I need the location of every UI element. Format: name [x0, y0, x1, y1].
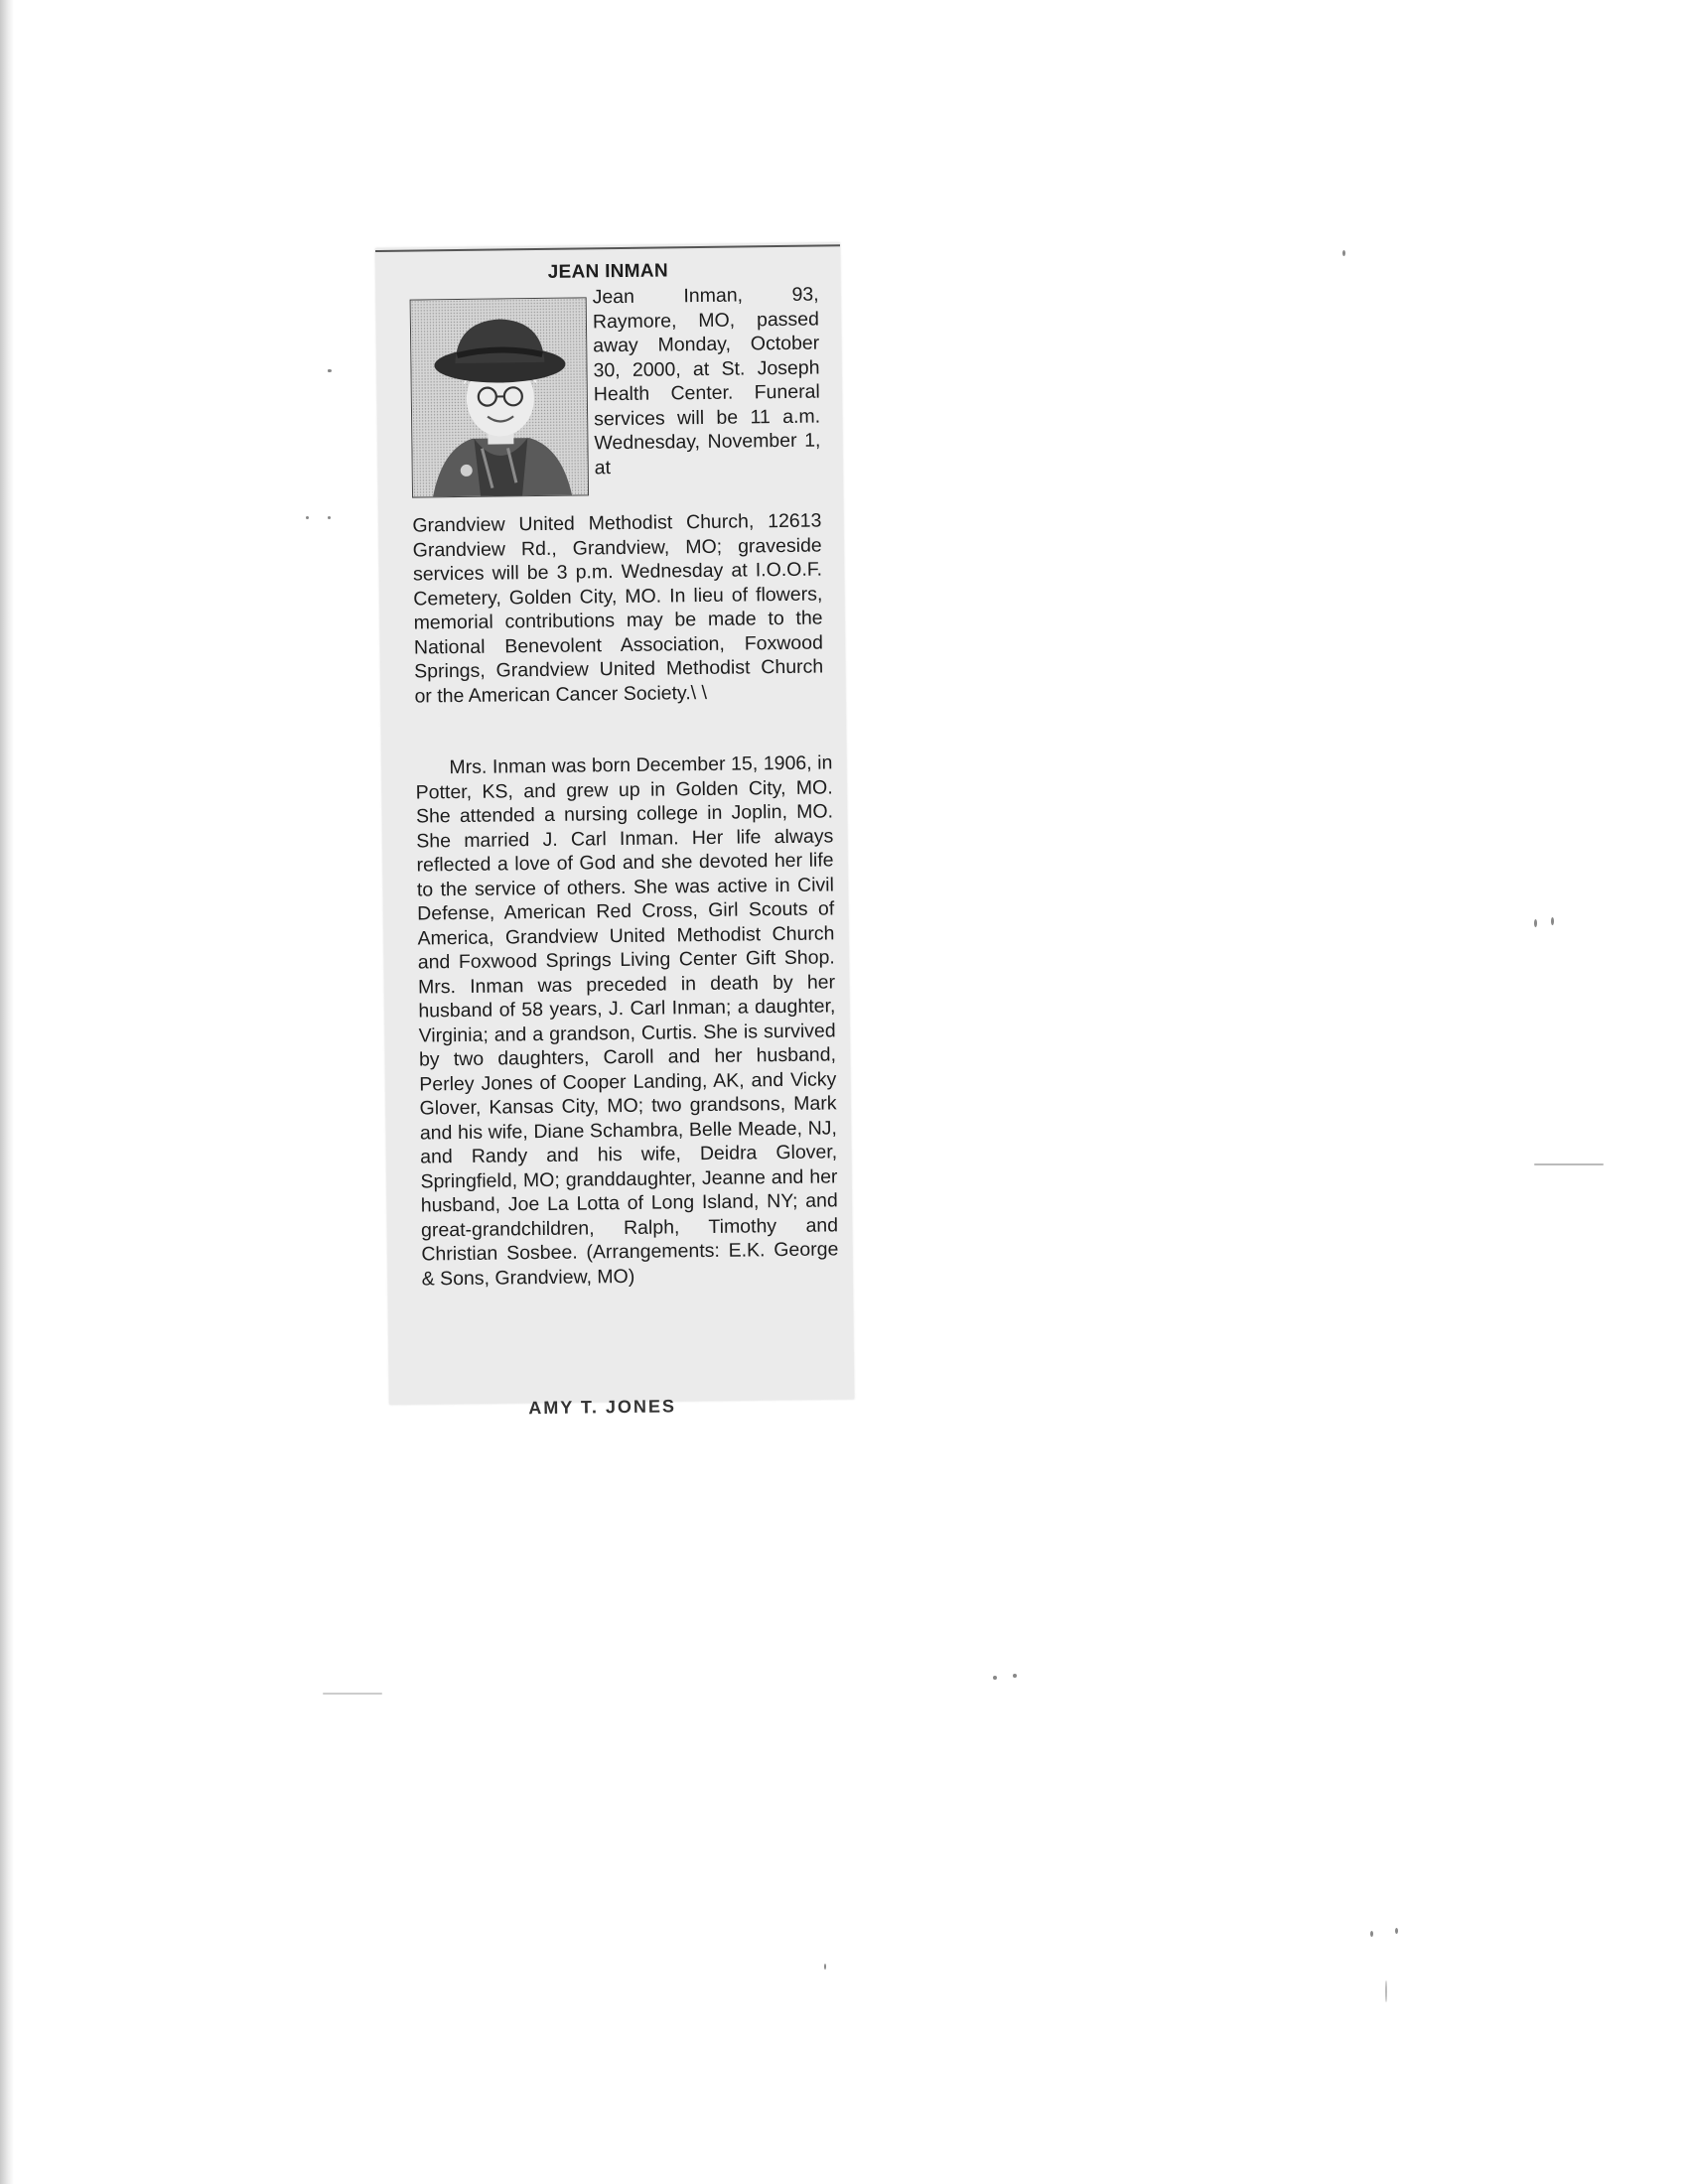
scan-speck: [328, 516, 331, 519]
cut-off-next-heading: AMY T. JONES: [528, 1396, 677, 1419]
newspaper-clipping: [375, 242, 854, 1419]
scan-speck: [1385, 1980, 1387, 2002]
scan-speck: [323, 1693, 382, 1695]
obituary-lede: Jean Inman, 93, Raymore, MO, passed away Monday, October 30, 2000, at St. Joseph Health Center. Funeral services will be 11 a.m. Wednesday, November 1, at: [592, 283, 821, 478]
top-rule: [375, 244, 840, 252]
scan-speck: [1370, 1931, 1373, 1937]
scan-speck: [328, 369, 331, 372]
scan-speck: [1342, 250, 1345, 256]
obituary-services-paragraph: Grandview United Methodist Church, 12613 Grandview Rd., Grandview, MO; graveside services will be 3 p.m. Wednesday at I.O.O.F. Cemetery, Golden City, MO. In lieu of flowers, memorial contributions may be made to the National Benevolent Association, Foxwood Springs, Grandview United Methodist Church or the American Cancer Society.\ \: [412, 509, 824, 708]
portrait-photo-icon: [410, 297, 589, 497]
scan-speck: [1534, 919, 1537, 927]
scan-speck: [1534, 1163, 1604, 1165]
obituary-biography-paragraph: Mrs. Inman was born December 15, 1906, in Potter, KS, and grew up in Golden City, MO. She attended a nursing college in Joplin, MO. She married J. Carl Inman. Her life always reflected a love of God and she devoted her life to the service of others. She was active in Civil Defense, American Red Cross, Girl Scouts of America, Grandview United Methodist Church and Foxwood Springs Living Center Gift Shop. Mrs. Inman was preceded in death by her husband of 58 years, J. Carl Inman; a daughter, Virginia; and a grandson, Curtis. She is survived by two daughters, Caroll and her husband, Perley Jones of Cooper Landing, AK, and Vicky Glover, Kansas City, MO; two grandsons, Mark and his wife, Diane Schambra, Belle Meade, NJ, and Randy and his wife, Deidra Glover, Springfield, MO; granddaughter, Jeanne and her husband, Joe La Lotta of Long Island, NY; and great-grandchildren, Ralph, Timothy and Christian Sosbee. (Arrangements: E.K. George & Sons, Grandview, MO): [415, 751, 839, 1291]
scan-speck: [993, 1676, 997, 1680]
scan-edge-shadow: [0, 0, 14, 2184]
scan-speck: [1551, 917, 1554, 925]
scan-speck: [306, 516, 309, 519]
scan-speck: [1013, 1674, 1017, 1678]
scan-speck: [824, 1964, 826, 1970]
obituary-headline: JEAN INMAN: [547, 260, 669, 283]
scan-speck: [1395, 1928, 1398, 1934]
